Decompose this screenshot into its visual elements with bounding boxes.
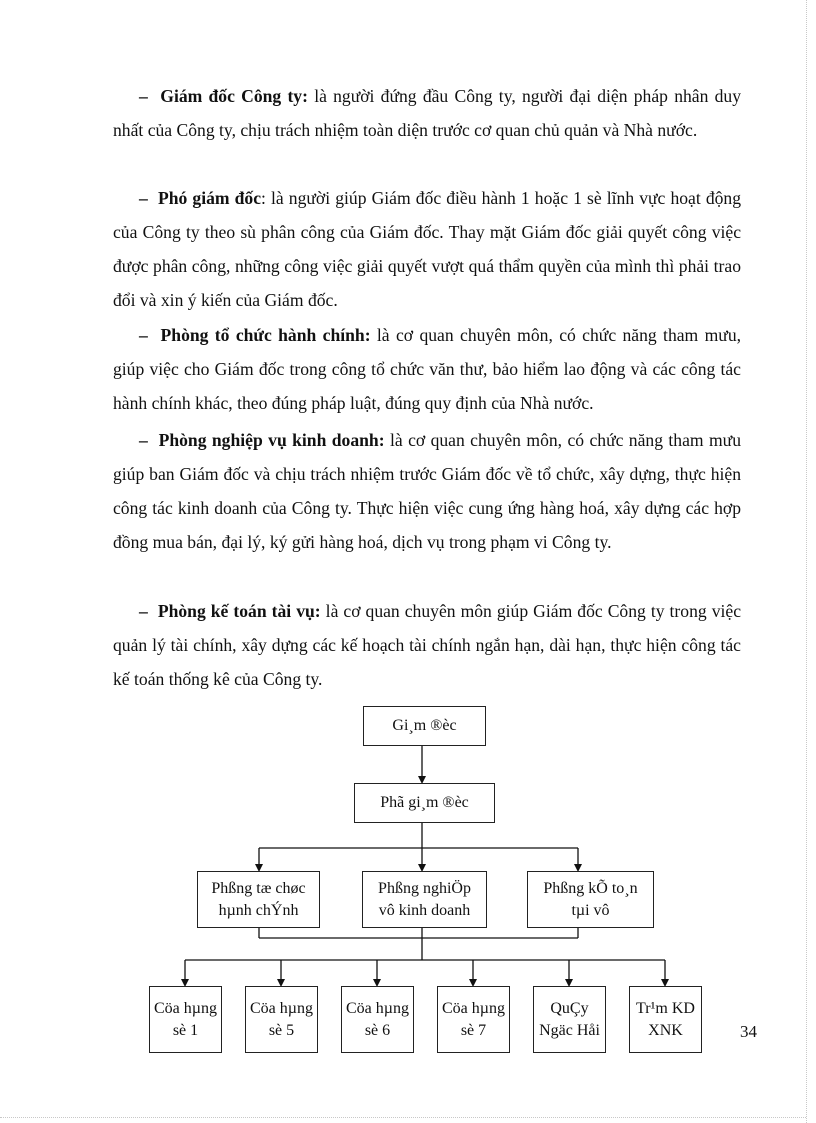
paragraph-text: là cơ quan chuyên môn, có chức năng tham mưu giúp ban Giám đốc và chịu trách nhiệm trước Giám đốc về tổ chức, xây dựng, thực hiện công tác kinh doanh của Công ty. Thực hiện việc cung ứng hàng hoá, xây dựng các hợp đồng mua bán, đại lý, ký gửi hàng hoá, dịch vụ trong phạm vi Công ty. (113, 430, 741, 552)
term-business: Phòng nghiệp vụ kinh doanh: (158, 430, 385, 450)
box-unit-store-1: Cöa hµng sè 1 (149, 986, 222, 1053)
term-admin: Phòng tổ chức hành chính: (160, 325, 371, 345)
term-accounting: Phòng kế toán tài vụ: (157, 601, 321, 621)
paragraph-text: là cơ quan chuyên môn, có chức năng tham mưu, giúp việc cho Giám đốc trong công tổ chức văn thư, bảo hiểm lao động và các công tác hành chính khác, theo đúng pháp luật, đúng quy định của Nhà nước. (113, 325, 742, 413)
page-number: 34 (740, 1022, 757, 1041)
paragraph-dash: – (139, 325, 148, 345)
box-department-accounting: Phßng kÕ to¸n tµi vô (527, 871, 654, 928)
term-director: Giám đốc Công ty: (160, 86, 308, 106)
box-unit-store-6: Cöa hµng sè 6 (341, 986, 414, 1053)
paragraph-dash: – (139, 188, 148, 208)
box-unit-counter-ngoc-hoi: QuÇy Ngäc Håi (533, 986, 606, 1053)
paragraph-dash: – (139, 430, 148, 450)
paragraph-text: : là người giúp Giám đốc điều hành 1 hoặc 1 sè lĩnh vực hoạt động của Công ty theo sù phân công của Giám đốc. Thay mặt Giám đốc giải quyết công việc được phân công, những công việc giải quyết vượt quá thẩm quyền của mình thì phải trao đổi và xin ý kiến của Giám đốc. (113, 188, 742, 310)
paragraph-dash: – (139, 601, 148, 621)
box-department-business: Phßng nghiÖp vô kinh doanh (362, 871, 487, 928)
paragraph-dash: – (139, 86, 148, 106)
box-unit-station-kd-xnk: Tr¹m KD XNK (629, 986, 702, 1053)
box-deputy: Phã gi¸m ®èc (354, 783, 495, 823)
box-unit-store-5: Cöa hµng sè 5 (245, 986, 318, 1053)
term-deputy: Phó giám đốc (157, 188, 262, 208)
box-director: Gi¸m ®èc (363, 706, 486, 746)
box-unit-store-7: Cöa hµng sè 7 (437, 986, 510, 1053)
box-department-admin: Phßng tæ chøc hµnh chÝnh (197, 871, 320, 928)
paragraph-text: là cơ quan chuyên môn giúp Giám đốc Công ty trong việc quản lý tài chính, xây dựng các kế hoạch tài chính ngắn hạn, dài hạn, thực hiện công tác kế toán thống kê của Công ty. (113, 601, 741, 689)
paragraph-text: là người đứng đầu Công ty, người đại diện pháp nhân duy nhất của Công ty, chịu trách nhiệm toàn diện trước cơ quan chủ quản và Nhà nước. (113, 86, 742, 140)
